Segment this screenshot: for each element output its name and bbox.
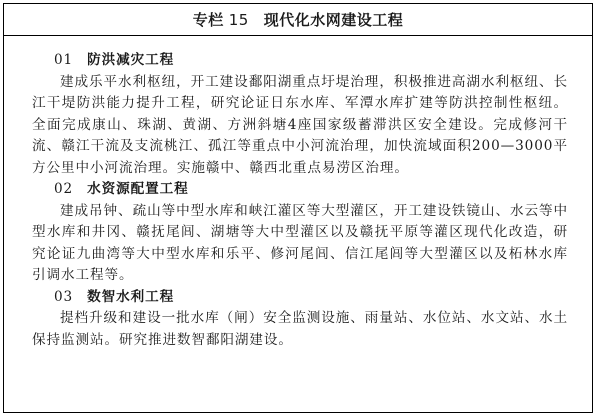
section-heading: [32, 50, 568, 72]
section-title: 水资源配置工程: [87, 181, 189, 197]
box-title: [4, 4, 592, 36]
feature-box: [3, 3, 593, 413]
section-paragraph: 建成乐平水利枢纽，开工建设鄱阳湖重点圩堤治理，积极推进高湖水利枢纽、长江干堤防洪能力提升工程，研究论证日东水库、军潭水库扩建等防洪控制性枢纽。全面完成康山、珠湖、黄湖、方洲斜塘4座国家级蓄滞洪区安全建设。完成修河干流、赣江干流及支流桃江、孤江等重点中小河流治理，加快流域面积200—3000平方公里中小河流治理。实施赣中、赣西北重点易涝区治理。: [32, 73, 568, 176]
section-water-allocation: [32, 179, 568, 287]
section-paragraph: 提档升级和建设一批水库（闸）安全监测设施、雨量站、水位站、水文站、水土保持监测站。研究推进数智鄱阳湖建设。: [32, 310, 568, 348]
box-content: [4, 36, 592, 351]
box-title-number: 15: [228, 10, 249, 29]
section-paragraph: 建成吊钟、疏山等中型水库和峡江灌区等大型灌区，开工建设铁镜山、水云等中型水库和井冈、赣抚尾闾、湖塘等大中型灌区以及赣抚平原等灌区现代化改造，研究论证九曲湾等大中型水库和乐平、修河尾闾、信江尾闾等大型灌区以及柘林水库引调水工程等。: [32, 202, 568, 283]
box-title-prefix: 专栏: [192, 11, 224, 29]
section-flood-control: [32, 50, 568, 179]
section-smart-water: [32, 287, 568, 352]
section-heading: [32, 179, 568, 201]
section-heading: [32, 287, 568, 309]
section-number: 01: [54, 52, 74, 68]
box-title-name: 现代化水网建设工程: [263, 11, 404, 29]
section-title: 防洪减灾工程: [87, 52, 175, 68]
section-number: 02: [54, 181, 74, 197]
section-title: 数智水利工程: [87, 288, 175, 305]
section-number: 03: [54, 288, 74, 305]
